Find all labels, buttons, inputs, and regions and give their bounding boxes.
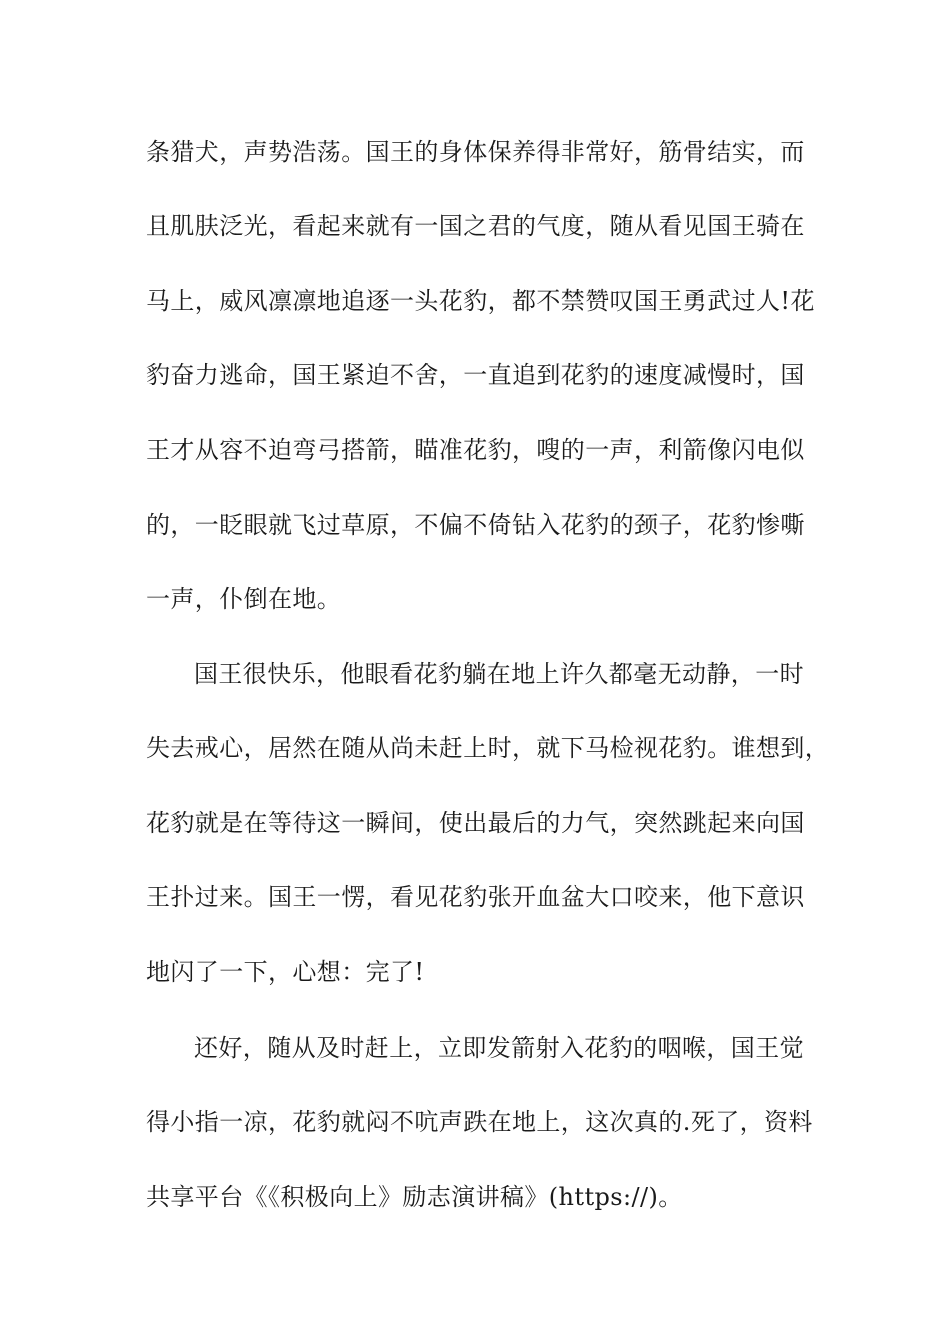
text-line: 地闪了一下，心想：完了!: [146, 958, 425, 986]
text-line: 豹奋力逃命，国王紧迫不舍，一直追到花豹的速度减慢时，国: [146, 361, 805, 389]
text-line: 共享平台《《积极向上》励志演讲稿》(https://)。: [146, 1183, 683, 1211]
paragraph-start-line: 国王很快乐，他眼看花豹躺在地上许久都毫无动静，一时: [194, 660, 804, 688]
text-line: 花豹就是在等待这一瞬间，使出最后的力气，突然跳起来向国: [146, 809, 805, 837]
text-line: 失去戒心，居然在随从尚未赶上时，就下马检视花豹。谁想到，: [146, 734, 830, 762]
text-line: 且肌肤泛光，看起来就有一国之君的气度，随从看见国王骑在: [146, 212, 805, 240]
text-line: 条猎犬，声势浩荡。国王的身体保养得非常好，筋骨结实，而: [146, 138, 805, 166]
text-line: 的，一眨眼就飞过草原，不偏不倚钻入花豹的颈子，花豹惨嘶: [146, 511, 805, 539]
text-line: 得小指一凉，花豹就闷不吭声跌在地上，这次真的.死了，资料: [146, 1108, 813, 1136]
text-line: 一声，仆倒在地。: [146, 585, 342, 613]
text-line: 马上，威风凛凛地追逐一头花豹，都不禁赞叹国王勇武过人!花: [146, 287, 815, 315]
text-line: 王扑过来。国王一愣，看见花豹张开血盆大口咬来，他下意识: [146, 883, 805, 911]
paragraph-start-line: 还好，随从及时赶上，立即发箭射入花豹的咽喉，国王觉: [194, 1034, 804, 1062]
text-line: 王才从容不迫弯弓搭箭，瞄准花豹，嗖的一声，利箭像闪电似: [146, 436, 805, 464]
